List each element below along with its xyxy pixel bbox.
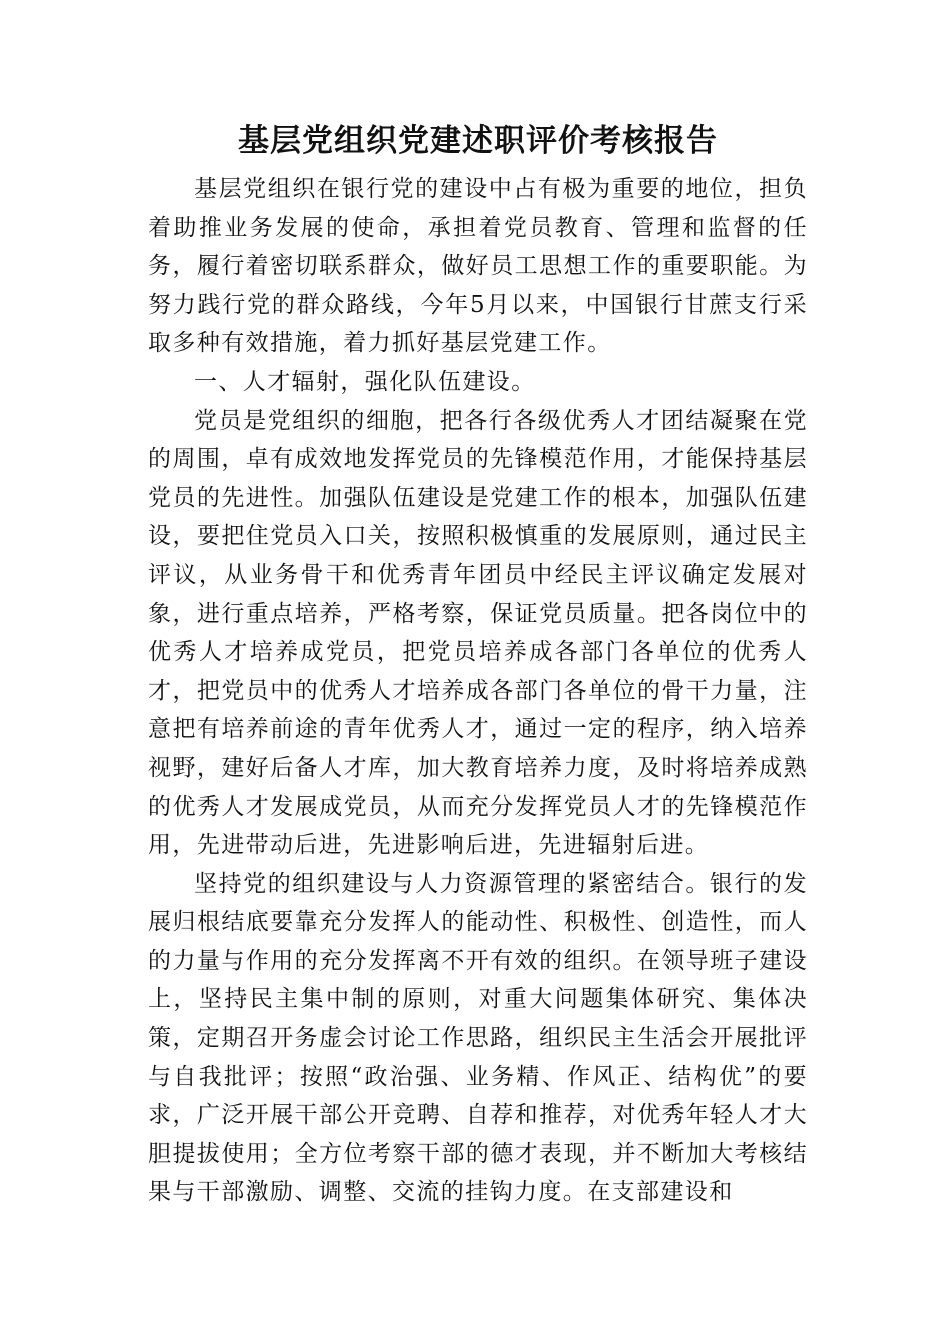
body-paragraph: 坚持党的组织建设与人力资源管理的紧密结合。银行的发展归根结底要靠充分发挥人的能动性、积极性、创造性，而人的力量与作用的充分发挥离不开有效的组织。在领导班子建设上，坚持民主集中制的原则，对重大问题集体研究、集体决策，定期召开务虚会讨论工作思路，组织民主生活会开展批评与自我批评；按照“政治强、业务精、作风正、结构优”的要求，广泛开展干部公开竞聘、自荐和推荐，对优秀年轻人才大胆提拔使用；全方位考察干部的德才表现，并不断加大考核结果与干部激励、调整、交流的挂钩力度。在支部建设和: [148, 870, 808, 1206]
body-paragraph: 党员是党组织的细胞，把各行各级优秀人才团结凝聚在党的周围，卓有成效地发挥党员的先锋模范作用，才能保持基层党员的先进性。加强队伍建设是党建工作的根本，加强队伍建设，要把住党员入口关，按照积极慎重的发展原则，通过民主评议，从业务骨干和优秀青年团员中经民主评议确定发展对象，进行重点培养，严格考察，保证党员质量。把各岗位中的优秀人才培养成党员，把党员培养成各部门各单位的优秀人才，把党员中的优秀人才培养成各部门各单位的骨干力量，注意把有培养前途的青年优秀人才，通过一定的程序，纳入培养视野，建好后备人才库，加大教育培养力度，及时将培养成熟的优秀人才发展成党员，从而充分发挥党员人才的先锋模范作用，先进带动后进，先进影响后进，先进辐射后进。: [148, 407, 808, 859]
document-title: 基层党组织党建述职评价考核报告: [238, 123, 718, 159]
document-page: [148, 112, 808, 1212]
section-heading: 一、人才辐射，强化队伍建设。: [194, 368, 536, 395]
intro-paragraph: 基层党组织在银行党的建设中占有极为重要的地位，担负着助推业务发展的使命，承担着党员教育、管理和监督的任务，履行着密切联系群众，做好员工思想工作的重要职能。为努力践行党的群众路线，今年5月以来，中国银行甘蔗支行采取多种有效措施，着力抓好基层党建工作。: [148, 176, 808, 357]
